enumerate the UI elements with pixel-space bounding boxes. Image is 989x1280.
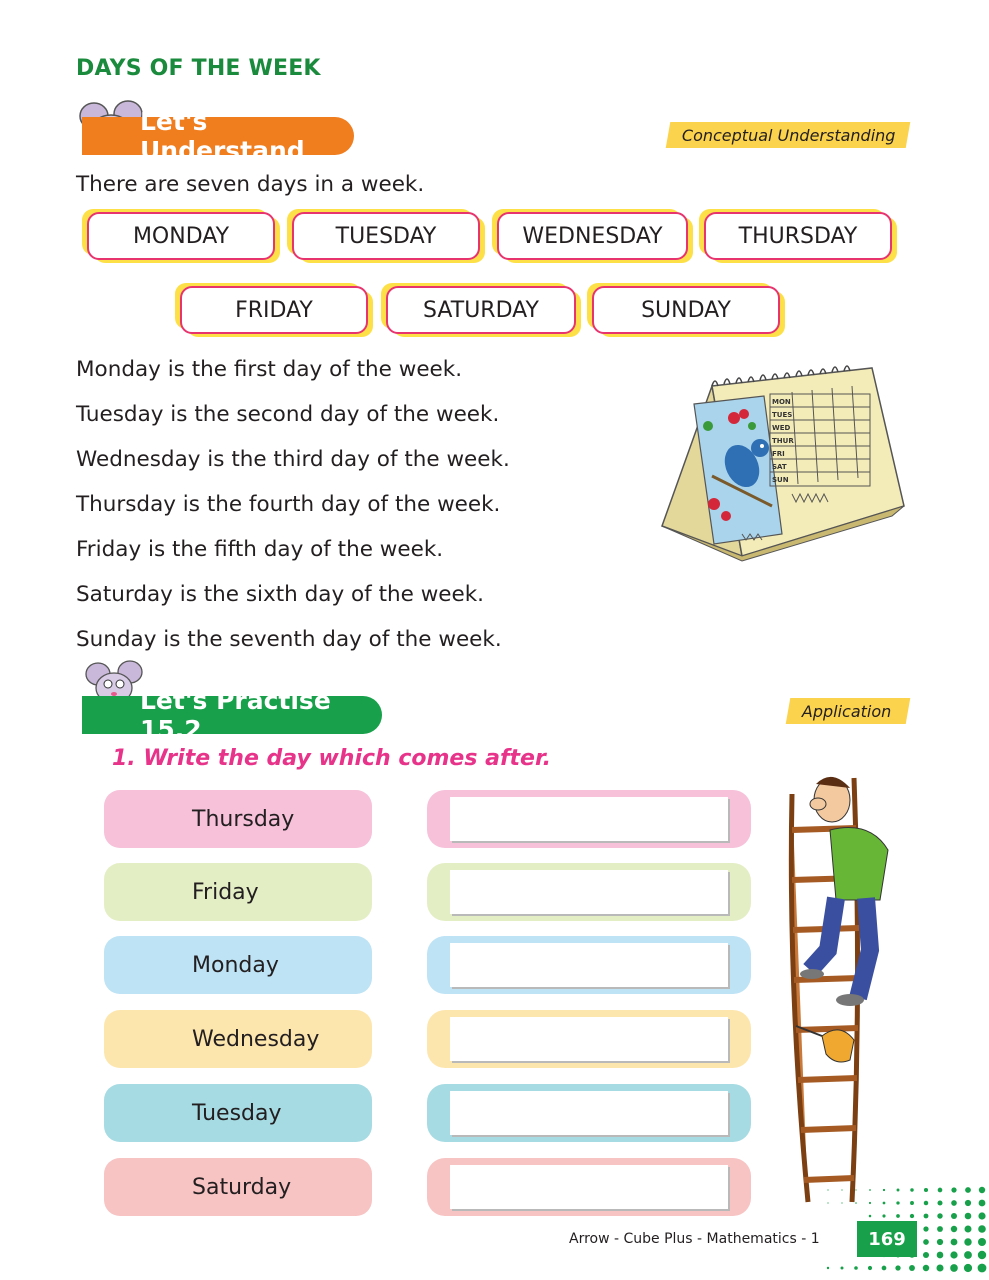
decor-dot [910, 1214, 914, 1218]
decor-dot [827, 1267, 829, 1269]
conceptual-understanding-tag [666, 122, 911, 148]
decor-dot [964, 1264, 972, 1272]
decor-dot [896, 1201, 899, 1204]
day-pill: Tuesday [104, 1084, 372, 1142]
desk-calendar-icon [642, 356, 914, 564]
day-box: MONDAY [87, 212, 275, 260]
answer-box [427, 1084, 751, 1142]
decor-dot [979, 1200, 986, 1207]
sentence: Monday is the first day of the week. [76, 357, 463, 382]
tag-label: Conceptual Understanding [682, 125, 896, 145]
sentence: Thursday is the fourth day of the week. [76, 492, 501, 517]
answer-field[interactable] [450, 797, 728, 841]
decor-dot [978, 1251, 986, 1259]
decor-dot [936, 1264, 943, 1271]
decor-dot [855, 1189, 856, 1190]
decor-dot [924, 1201, 928, 1205]
decor-dot [923, 1252, 929, 1258]
decor-dot [882, 1214, 885, 1217]
decor-dot [951, 1200, 957, 1206]
decor-dot [882, 1266, 887, 1271]
answer-box [427, 936, 751, 994]
day-pill: Thursday [104, 790, 372, 848]
decor-dot [923, 1239, 929, 1245]
decor-dot [964, 1238, 971, 1245]
day-box: FRIDAY [180, 286, 368, 334]
decor-dot [909, 1265, 915, 1271]
day-box: SATURDAY [386, 286, 576, 334]
decor-dot [978, 1238, 986, 1246]
day-box: WEDNESDAY [497, 212, 688, 260]
decor-dot [979, 1187, 985, 1193]
decor-dot [924, 1214, 929, 1219]
man-on-ladder-icon [770, 770, 920, 1210]
day-box: THURSDAY [704, 212, 892, 260]
sentence: Friday is the fifth day of the week. [76, 537, 444, 562]
calendar-day-label: FRI [772, 450, 785, 458]
decor-dot [950, 1264, 958, 1272]
day-pill: Monday [104, 936, 372, 994]
decor-dot [951, 1187, 956, 1192]
answer-field[interactable] [450, 870, 728, 914]
book-title: Arrow - Cube Plus - Mathematics - 1 [569, 1231, 820, 1247]
calendar-day-label: WED [772, 424, 791, 432]
decor-dot [827, 1202, 828, 1203]
decor-dot [951, 1239, 958, 1246]
decor-dot [910, 1201, 914, 1205]
decor-dot [965, 1200, 971, 1206]
decor-dot [868, 1266, 872, 1270]
decor-dot [937, 1226, 943, 1232]
calendar-day-label: MON [772, 398, 791, 406]
question-text: 1. Write the day which comes after. [112, 746, 552, 771]
sentence: Tuesday is the second day of the week. [76, 402, 500, 427]
calendar-day-label: TUES [772, 411, 793, 419]
answer-box [427, 1010, 751, 1068]
decor-dot [923, 1265, 929, 1271]
sentence: Saturday is the sixth day of the week. [76, 582, 485, 607]
day-box: TUESDAY [292, 212, 480, 260]
decor-dot [896, 1214, 900, 1218]
decor-dot [937, 1200, 942, 1205]
decor-dot [978, 1225, 986, 1233]
application-tag [786, 698, 911, 724]
day-pill: Saturday [104, 1158, 372, 1216]
decor-dot [841, 1267, 844, 1270]
decor-dot [855, 1202, 857, 1204]
tag-label: Application [802, 701, 892, 721]
answer-box [427, 863, 751, 921]
decor-dot [869, 1202, 871, 1204]
decor-dot [869, 1215, 872, 1218]
decor-dot [895, 1265, 900, 1270]
decor-dot [924, 1188, 928, 1192]
calendar-day-label: SAT [772, 463, 787, 471]
answer-box [427, 1158, 751, 1216]
page-number: 169 [857, 1221, 917, 1257]
decor-dot [951, 1213, 957, 1219]
decor-dot [910, 1188, 913, 1191]
decor-dot [937, 1239, 943, 1245]
decor-dot [854, 1266, 858, 1270]
decor-dot [937, 1213, 942, 1218]
decor-dot [923, 1226, 928, 1231]
answer-field[interactable] [450, 1017, 728, 1061]
decor-dot [883, 1202, 886, 1205]
day-pill: Wednesday [104, 1010, 372, 1068]
answer-field[interactable] [450, 943, 728, 987]
decor-dot [841, 1189, 842, 1190]
decor-dot [978, 1212, 985, 1219]
decor-dot [978, 1264, 987, 1273]
sentence: Wednesday is the third day of the week. [76, 447, 510, 472]
decor-dot [827, 1189, 828, 1190]
intro-text: There are seven days in a week. [76, 172, 425, 197]
decor-dot [951, 1226, 957, 1232]
decor-dot [883, 1189, 885, 1191]
sentence: Sunday is the seventh day of the week. [76, 627, 502, 652]
day-pill: Friday [104, 863, 372, 921]
calendar-day-label: THUR [772, 437, 794, 445]
answer-field[interactable] [450, 1091, 728, 1135]
decor-dot [841, 1202, 842, 1203]
decor-dot [964, 1251, 972, 1259]
decor-dot [869, 1189, 871, 1191]
decor-dot [897, 1189, 900, 1192]
decor-dot [950, 1251, 957, 1258]
decor-dot [964, 1225, 971, 1232]
decor-dot [965, 1213, 972, 1220]
answer-field[interactable] [450, 1165, 728, 1209]
calendar-day-label: SUN [772, 476, 789, 484]
decor-dot [965, 1187, 971, 1193]
lets-practise-banner [82, 686, 382, 744]
decor-dot [938, 1188, 943, 1193]
page-heading: DAYS OF THE WEEK [76, 56, 321, 81]
answer-box [427, 790, 751, 848]
banner-label: Let's Understand [140, 107, 305, 165]
lets-understand-banner [82, 107, 354, 165]
decor-dot [937, 1252, 944, 1259]
day-box: SUNDAY [592, 286, 780, 334]
banner-label: Let's Practise 15.2 [140, 686, 331, 744]
